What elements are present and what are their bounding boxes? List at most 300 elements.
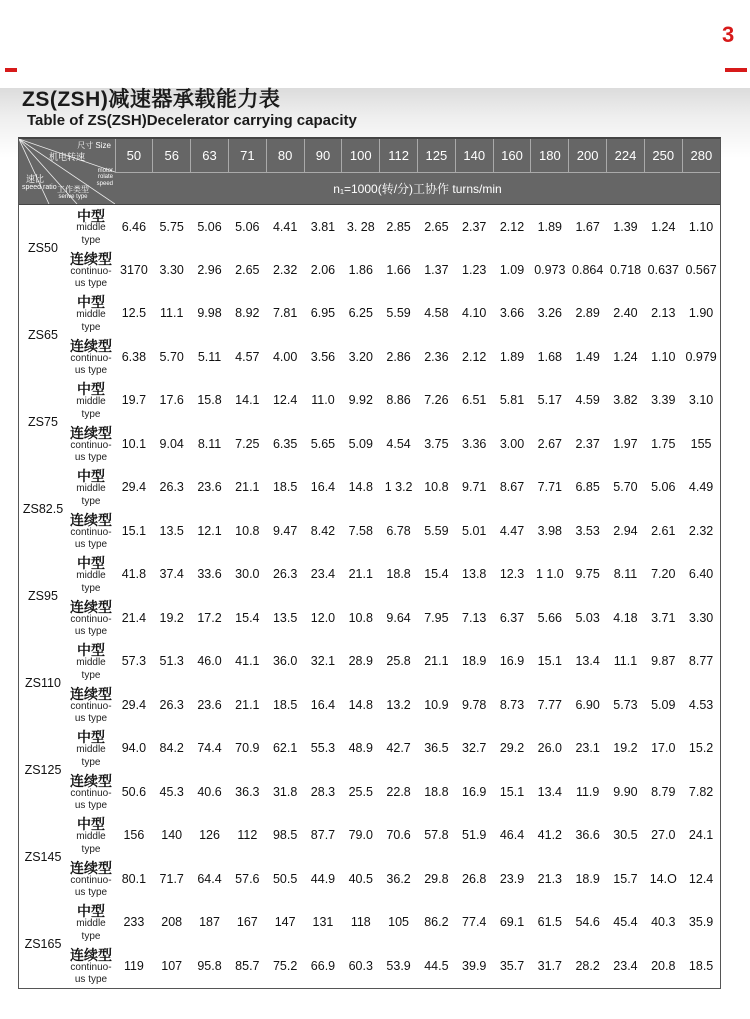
capacity-value-cell: 5.09 xyxy=(651,697,676,712)
table-row xyxy=(19,683,720,727)
type-label-cn: 连续型 xyxy=(70,337,112,354)
input-speed-label: n₁=1000(转/分)工协作 turns/min xyxy=(115,172,720,204)
capacity-value-cell: 2.12 xyxy=(499,219,525,234)
capacity-value-cell: 5.65 xyxy=(310,436,336,451)
capacity-value-cell: 21.1 xyxy=(424,654,449,669)
model-name-cell: ZS125 xyxy=(24,763,62,777)
capacity-value-cell: 11.1 xyxy=(160,306,184,321)
capacity-value-cell: 119 xyxy=(123,958,144,973)
capacity-value-cell: 5.03 xyxy=(575,610,600,625)
model-name-cell: ZS50 xyxy=(28,241,58,256)
capacity-value-cell: 7.25 xyxy=(235,436,260,451)
capacity-value-cell: 1.23 xyxy=(462,262,487,277)
capacity-value-cell: 16.4 xyxy=(310,697,336,712)
size-col-header: 160 xyxy=(493,139,531,172)
capacity-value-cell: 13.2 xyxy=(386,697,411,712)
capacity-value-cell: 3.20 xyxy=(348,349,373,364)
capacity-value-cell: 2.36 xyxy=(424,349,449,364)
capacity-value-cell: 6.38 xyxy=(121,349,147,364)
capacity-value-cell: 18.5 xyxy=(688,958,714,973)
capacity-value-cell: 3.39 xyxy=(651,393,676,408)
capacity-value-cell: 95.8 xyxy=(197,958,222,973)
type-label-cn: 中型 xyxy=(77,294,105,311)
continuous-type-label xyxy=(67,944,115,988)
size-col-header: 90 xyxy=(304,139,342,172)
size-col-header: 200 xyxy=(569,139,607,172)
capacity-value-cell: 26.8 xyxy=(462,871,487,886)
capacity-value-cell: 1.24 xyxy=(651,219,676,234)
capacity-value-cell: 0.973 xyxy=(534,262,566,277)
capacity-value-cell: 7.77 xyxy=(537,697,563,712)
capacity-value-cell: 5.70 xyxy=(613,480,638,495)
capacity-value-cell: 50.5 xyxy=(272,871,298,886)
type-label-en-2: type xyxy=(81,930,101,942)
model-name-cell: ZS82.5 xyxy=(22,502,64,516)
capacity-value-cell: 3.71 xyxy=(651,610,676,625)
continuous-type-label xyxy=(67,509,115,553)
capacity-value-cell: 1.68 xyxy=(537,349,563,364)
speed-header-row xyxy=(19,172,720,204)
type-label-en: middle xyxy=(76,483,106,495)
capacity-value-cell: 57.6 xyxy=(235,871,260,886)
capacity-value-cell: 8.77 xyxy=(688,654,714,669)
capacity-value-cell: 3.10 xyxy=(688,393,714,408)
capacity-value-cell: 5.11 xyxy=(197,349,222,364)
capacity-value-cell: 1 3.2 xyxy=(384,480,413,495)
capacity-value-cell: 32.7 xyxy=(462,741,487,756)
table-body xyxy=(19,205,720,988)
table-row xyxy=(19,248,720,292)
capacity-value-cell: 60.3 xyxy=(348,958,373,973)
capacity-value-cell: 4.53 xyxy=(688,697,714,712)
capacity-value-cell: 40.3 xyxy=(651,915,676,930)
capacity-value-cell: 21.4 xyxy=(121,610,147,625)
model-name-cell: ZS165 xyxy=(24,937,62,951)
capacity-value-cell: 9.78 xyxy=(462,697,487,712)
continuous-type-label xyxy=(67,422,115,466)
type-label-en-2: type xyxy=(81,843,101,855)
capacity-value-cell: 3.30 xyxy=(159,262,184,277)
capacity-value-cell: 31.8 xyxy=(272,784,298,799)
capacity-value-cell: 6.85 xyxy=(575,480,600,495)
capacity-value-cell: 84.2 xyxy=(159,741,184,756)
corner-motor-cn: 机电转速 xyxy=(49,152,86,162)
capacity-value-cell: 5.81 xyxy=(499,393,525,408)
capacity-value-cell: 29.8 xyxy=(424,871,449,886)
capacity-value-cell: 22.8 xyxy=(386,784,411,799)
capacity-value-cell: 23.9 xyxy=(499,871,525,886)
middle-type-label xyxy=(67,379,115,423)
banner-mask xyxy=(17,0,725,88)
capacity-value-cell: 16.4 xyxy=(310,480,336,495)
capacity-value-cell: 5.66 xyxy=(537,610,563,625)
capacity-value-cell: 1.67 xyxy=(575,219,600,234)
capacity-value-cell: 1.09 xyxy=(499,262,525,277)
type-label-cn: 中型 xyxy=(77,729,105,746)
capacity-value-cell: 2.06 xyxy=(310,262,336,277)
capacity-value-cell: 21.1 xyxy=(235,480,260,495)
capacity-value-cell: 30.0 xyxy=(235,567,260,582)
type-label-cn: 连续型 xyxy=(70,250,112,267)
capacity-value-cell: 75.2 xyxy=(272,958,298,973)
capacity-value-cell: 156 xyxy=(123,828,145,843)
capacity-value-cell: 69.1 xyxy=(499,915,525,930)
middle-type-label xyxy=(67,553,115,597)
table-row xyxy=(19,640,720,684)
capacity-value-cell: 3.98 xyxy=(537,523,563,538)
capacity-value-cell: 19.2 xyxy=(613,741,638,756)
capacity-value-cell: 74.4 xyxy=(197,741,222,756)
capacity-value-cell: 13.8 xyxy=(462,567,487,582)
capacity-value-cell: 12.3 xyxy=(499,567,525,582)
capacity-value-cell: 6.95 xyxy=(310,306,336,321)
capacity-value-cell: 70.6 xyxy=(386,828,411,843)
capacity-value-cell: 61.5 xyxy=(537,915,563,930)
capacity-value-cell: 2.89 xyxy=(575,306,600,321)
capacity-value-cell: 23.4 xyxy=(310,567,336,582)
capacity-value-cell: 118 xyxy=(350,915,371,930)
type-label-en-2: us type xyxy=(74,713,108,725)
capacity-value-cell: 1.90 xyxy=(688,306,714,321)
capacity-value-cell: 7.20 xyxy=(651,567,676,582)
capacity-value-cell: 2.32 xyxy=(688,523,714,538)
capacity-value-cell: 10.8 xyxy=(348,610,373,625)
capacity-value-cell: 0.979 xyxy=(685,349,717,364)
type-label-en: continuo- xyxy=(70,439,112,451)
capacity-value-cell: 13.4 xyxy=(537,784,563,799)
capacity-value-cell: 9.87 xyxy=(651,654,676,669)
capacity-value-cell: 4.58 xyxy=(424,306,449,321)
capacity-value-cell: 0.567 xyxy=(685,262,717,277)
capacity-value-cell: 26.3 xyxy=(272,567,298,582)
type-label-en-2: type xyxy=(81,756,101,768)
continuous-type-label xyxy=(67,770,115,814)
capacity-value-cell: 28.2 xyxy=(575,958,600,973)
capacity-value-cell: 41.2 xyxy=(537,828,563,843)
corner-size-label: 尺寸 Size xyxy=(77,141,111,150)
capacity-value-cell: 17.6 xyxy=(159,393,184,408)
capacity-value-cell: 57.8 xyxy=(424,828,449,843)
size-col-header: 250 xyxy=(644,139,682,172)
capacity-value-cell: 6.40 xyxy=(688,567,714,582)
capacity-value-cell: 25.8 xyxy=(386,654,411,669)
capacity-value-cell: 85.7 xyxy=(235,958,260,973)
corner-ratio-cn: 速比 xyxy=(25,174,44,184)
capacity-value-cell: 2.61 xyxy=(651,523,676,538)
corner-motor-en: motor rolate speed xyxy=(96,168,113,187)
type-label-en-2: us type xyxy=(74,800,108,812)
type-label-en: continuo- xyxy=(70,352,112,364)
capacity-value-cell: 1.49 xyxy=(575,349,600,364)
size-col-header: 100 xyxy=(342,139,380,172)
type-label-en-2: type xyxy=(81,669,101,681)
capacity-value-cell: 14.8 xyxy=(348,480,373,495)
type-label-en: continuo- xyxy=(70,613,112,625)
capacity-value-cell: 21.1 xyxy=(348,567,373,582)
capacity-value-cell: 15.1 xyxy=(499,784,525,799)
size-col-header: 140 xyxy=(455,139,493,172)
type-label-en: middle xyxy=(76,918,106,930)
capacity-value-cell: 64.4 xyxy=(197,871,222,886)
capacity-value-cell: 208 xyxy=(161,915,183,930)
table-row xyxy=(19,814,720,858)
type-label-cn: 连续型 xyxy=(70,511,112,528)
capacity-value-cell: 77.4 xyxy=(462,915,487,930)
table-row xyxy=(19,466,720,510)
capacity-value-cell: 8.11 xyxy=(613,567,638,582)
type-label-en: middle xyxy=(76,396,106,408)
capacity-value-cell: 36.3 xyxy=(235,784,260,799)
capacity-value-cell: 48.9 xyxy=(348,741,373,756)
capacity-value-cell: 79.0 xyxy=(348,828,373,843)
capacity-value-cell: 28.9 xyxy=(348,654,373,669)
type-label-en-2: type xyxy=(81,408,101,420)
capacity-value-cell: 9.64 xyxy=(386,610,411,625)
capacity-value-cell: 12.0 xyxy=(310,610,336,625)
type-label-cn: 中型 xyxy=(77,642,105,659)
type-label-cn: 中型 xyxy=(77,816,105,833)
capacity-value-cell: 2.37 xyxy=(575,436,600,451)
capacity-value-cell: 11.0 xyxy=(311,393,335,408)
capacity-value-cell: 5.06 xyxy=(197,219,222,234)
capacity-value-cell: 1.10 xyxy=(688,219,714,234)
continuous-type-label xyxy=(67,335,115,379)
capacity-value-cell: 19.2 xyxy=(159,610,184,625)
capacity-value-cell: 5.06 xyxy=(651,480,676,495)
capacity-value-cell: 3.53 xyxy=(575,523,600,538)
capacity-value-cell: 112 xyxy=(237,828,258,843)
model-name-cell: ZS145 xyxy=(24,850,62,864)
capacity-value-cell: 9.04 xyxy=(159,436,184,451)
middle-type-label xyxy=(67,727,115,771)
table-row xyxy=(19,857,720,901)
capacity-value-cell: 15.7 xyxy=(613,871,638,886)
capacity-value-cell: 2.32 xyxy=(272,262,298,277)
capacity-value-cell: 233 xyxy=(123,915,145,930)
type-label-en-2: us type xyxy=(74,278,108,290)
size-col-header: 112 xyxy=(380,139,418,172)
capacity-value-cell: 3.00 xyxy=(499,436,525,451)
capacity-value-cell: 39.9 xyxy=(462,958,487,973)
capacity-value-cell: 26.0 xyxy=(537,741,563,756)
type-label-cn: 连续型 xyxy=(70,859,112,876)
capacity-value-cell: 3.30 xyxy=(688,610,714,625)
capacity-value-cell: 10.8 xyxy=(424,480,449,495)
size-col-header: 125 xyxy=(418,139,456,172)
capacity-value-cell: 13.5 xyxy=(159,523,184,538)
capacity-value-cell: 5.59 xyxy=(386,306,411,321)
table-row xyxy=(19,335,720,379)
capacity-value-cell: 24.1 xyxy=(688,828,714,843)
corner-ratio-label xyxy=(22,174,57,191)
capacity-value-cell: 0.637 xyxy=(647,262,679,277)
type-label-en-2: us type xyxy=(74,365,108,377)
corner-serve-en: serive type xyxy=(58,194,88,200)
capacity-value-cell: 4.49 xyxy=(688,480,714,495)
capacity-table xyxy=(18,137,721,989)
capacity-value-cell: 53.9 xyxy=(386,958,411,973)
capacity-value-cell: 29.4 xyxy=(121,697,147,712)
type-label-cn: 连续型 xyxy=(70,424,112,441)
capacity-value-cell: 6.25 xyxy=(348,306,373,321)
type-label-en: middle xyxy=(76,744,106,756)
capacity-value-cell: 27.0 xyxy=(651,828,676,843)
corner-ratio-en: speed ratio xyxy=(22,184,57,191)
capacity-value-cell: 6.46 xyxy=(121,219,147,234)
type-label-en: middle xyxy=(76,570,106,582)
table-row xyxy=(19,422,720,466)
type-label-en: middle xyxy=(76,222,106,234)
capacity-value-cell: 31.7 xyxy=(537,958,563,973)
capacity-value-cell: 1.75 xyxy=(651,436,676,451)
capacity-value-cell: 6.37 xyxy=(499,610,525,625)
continuous-type-label xyxy=(67,596,115,640)
type-label-cn: 连续型 xyxy=(70,772,112,789)
type-label-cn: 连续型 xyxy=(70,946,112,963)
capacity-value-cell: 3.26 xyxy=(537,306,563,321)
capacity-value-cell: 7.58 xyxy=(348,523,373,538)
capacity-value-cell: 3170 xyxy=(120,262,148,277)
type-label-cn: 中型 xyxy=(77,555,105,572)
red-accent-line-left xyxy=(5,68,17,72)
capacity-value-cell: 50.6 xyxy=(121,784,147,799)
table-row xyxy=(19,944,720,988)
capacity-value-cell: 10.8 xyxy=(235,523,260,538)
type-label-en: middle xyxy=(76,309,106,321)
capacity-value-cell: 51.9 xyxy=(462,828,487,843)
capacity-value-cell: 4.47 xyxy=(499,523,525,538)
type-label-en-2: type xyxy=(81,321,101,333)
size-col-header: 224 xyxy=(607,139,645,172)
table-row xyxy=(19,770,720,814)
capacity-value-cell: 2.94 xyxy=(613,523,638,538)
capacity-value-cell: 71.7 xyxy=(159,871,184,886)
capacity-value-cell: 2.37 xyxy=(462,219,487,234)
type-label-en-2: us type xyxy=(74,452,108,464)
table-row xyxy=(19,292,720,336)
capacity-value-cell: 26.3 xyxy=(159,480,184,495)
capacity-value-cell: 32.1 xyxy=(310,654,336,669)
capacity-value-cell: 7.71 xyxy=(537,480,563,495)
page-title-cn: ZS(ZSH)减速器承载能力表 xyxy=(22,88,281,111)
type-label-cn: 中型 xyxy=(77,207,105,224)
capacity-value-cell: 19.7 xyxy=(121,393,147,408)
capacity-value-cell: 9.98 xyxy=(197,306,222,321)
capacity-value-cell: 11.1 xyxy=(613,654,638,669)
type-label-en: continuo- xyxy=(70,265,112,277)
capacity-value-cell: 87.7 xyxy=(310,828,336,843)
type-label-en-2: us type xyxy=(74,974,108,986)
capacity-value-cell: 33.6 xyxy=(197,567,222,582)
capacity-value-cell: 12.1 xyxy=(197,523,222,538)
capacity-value-cell: 2.86 xyxy=(386,349,411,364)
red-accent-line-right xyxy=(725,68,747,72)
capacity-value-cell: 4.41 xyxy=(272,219,298,234)
capacity-value-cell: 42.7 xyxy=(386,741,411,756)
capacity-value-cell: 5.17 xyxy=(537,393,563,408)
capacity-value-cell: 16.9 xyxy=(462,784,487,799)
corner-serve-label xyxy=(57,186,89,200)
capacity-value-cell: 5.75 xyxy=(159,219,184,234)
capacity-value-cell: 15.8 xyxy=(197,393,222,408)
table-row xyxy=(19,509,720,553)
table-row xyxy=(19,727,720,771)
type-label-en: continuo- xyxy=(70,787,112,799)
capacity-value-cell: 2.40 xyxy=(613,306,638,321)
middle-type-label xyxy=(67,466,115,510)
type-label-en-2: type xyxy=(81,582,101,594)
capacity-value-cell: 3.82 xyxy=(613,393,638,408)
capacity-value-cell: 4.10 xyxy=(462,306,487,321)
capacity-value-cell: 4.54 xyxy=(386,436,411,451)
type-label-en: continuo- xyxy=(70,961,112,973)
capacity-value-cell: 5.70 xyxy=(159,349,184,364)
capacity-value-cell: 5.59 xyxy=(424,523,449,538)
capacity-value-cell: 10.9 xyxy=(424,697,449,712)
capacity-value-cell: 17.0 xyxy=(651,741,676,756)
model-name-cell: ZS75 xyxy=(28,415,58,429)
middle-type-label xyxy=(67,292,115,336)
capacity-value-cell: 140 xyxy=(161,828,183,843)
capacity-value-cell: 2.85 xyxy=(386,219,411,234)
capacity-value-cell: 36.2 xyxy=(386,871,411,886)
capacity-value-cell: 7.26 xyxy=(424,393,449,408)
size-col-header: 50 xyxy=(115,139,153,172)
capacity-value-cell: 3.81 xyxy=(310,219,336,234)
capacity-value-cell: 18.5 xyxy=(272,697,298,712)
capacity-value-cell: 155 xyxy=(690,436,712,451)
capacity-value-cell: 66.9 xyxy=(310,958,336,973)
capacity-value-cell: 23.6 xyxy=(197,480,222,495)
capacity-value-cell: 28.3 xyxy=(310,784,336,799)
capacity-value-cell: 15.2 xyxy=(688,741,714,756)
capacity-value-cell: 1.89 xyxy=(499,349,525,364)
capacity-value-cell: 1.86 xyxy=(348,262,373,277)
capacity-value-cell: 18.9 xyxy=(575,871,600,886)
capacity-value-cell: 7.81 xyxy=(272,306,298,321)
capacity-value-cell: 8.86 xyxy=(386,393,411,408)
size-col-header: 80 xyxy=(266,139,304,172)
capacity-value-cell: 2.65 xyxy=(235,262,260,277)
model-name-cell: ZS110 xyxy=(25,676,61,690)
capacity-value-cell: 41.1 xyxy=(235,654,260,669)
capacity-value-cell: 9.92 xyxy=(348,393,373,408)
type-label-en-2: type xyxy=(81,234,101,246)
capacity-value-cell: 15.4 xyxy=(235,610,260,625)
capacity-value-cell: 2.12 xyxy=(462,349,487,364)
corner-header-cell xyxy=(19,139,115,205)
middle-type-label xyxy=(67,814,115,858)
capacity-value-cell: 18.9 xyxy=(462,654,487,669)
capacity-value-cell: 15.4 xyxy=(424,567,449,582)
capacity-value-cell: 9.75 xyxy=(575,567,600,582)
capacity-value-cell: 3.75 xyxy=(424,436,449,451)
type-label-en-2: us type xyxy=(74,626,108,638)
type-label-cn: 中型 xyxy=(77,903,105,920)
capacity-value-cell: 6.90 xyxy=(575,697,600,712)
capacity-value-cell: 45.3 xyxy=(159,784,184,799)
capacity-value-cell: 1.10 xyxy=(651,349,676,364)
capacity-value-cell: 6.35 xyxy=(272,436,298,451)
capacity-value-cell: 167 xyxy=(236,915,258,930)
capacity-value-cell: 1.39 xyxy=(613,219,638,234)
capacity-value-cell: 11.9 xyxy=(575,784,600,799)
capacity-value-cell: 3.36 xyxy=(462,436,487,451)
capacity-value-cell: 187 xyxy=(199,915,220,930)
capacity-value-cell: 40.5 xyxy=(348,871,373,886)
capacity-value-cell: 107 xyxy=(161,958,183,973)
type-label-en-2: us type xyxy=(74,887,108,899)
